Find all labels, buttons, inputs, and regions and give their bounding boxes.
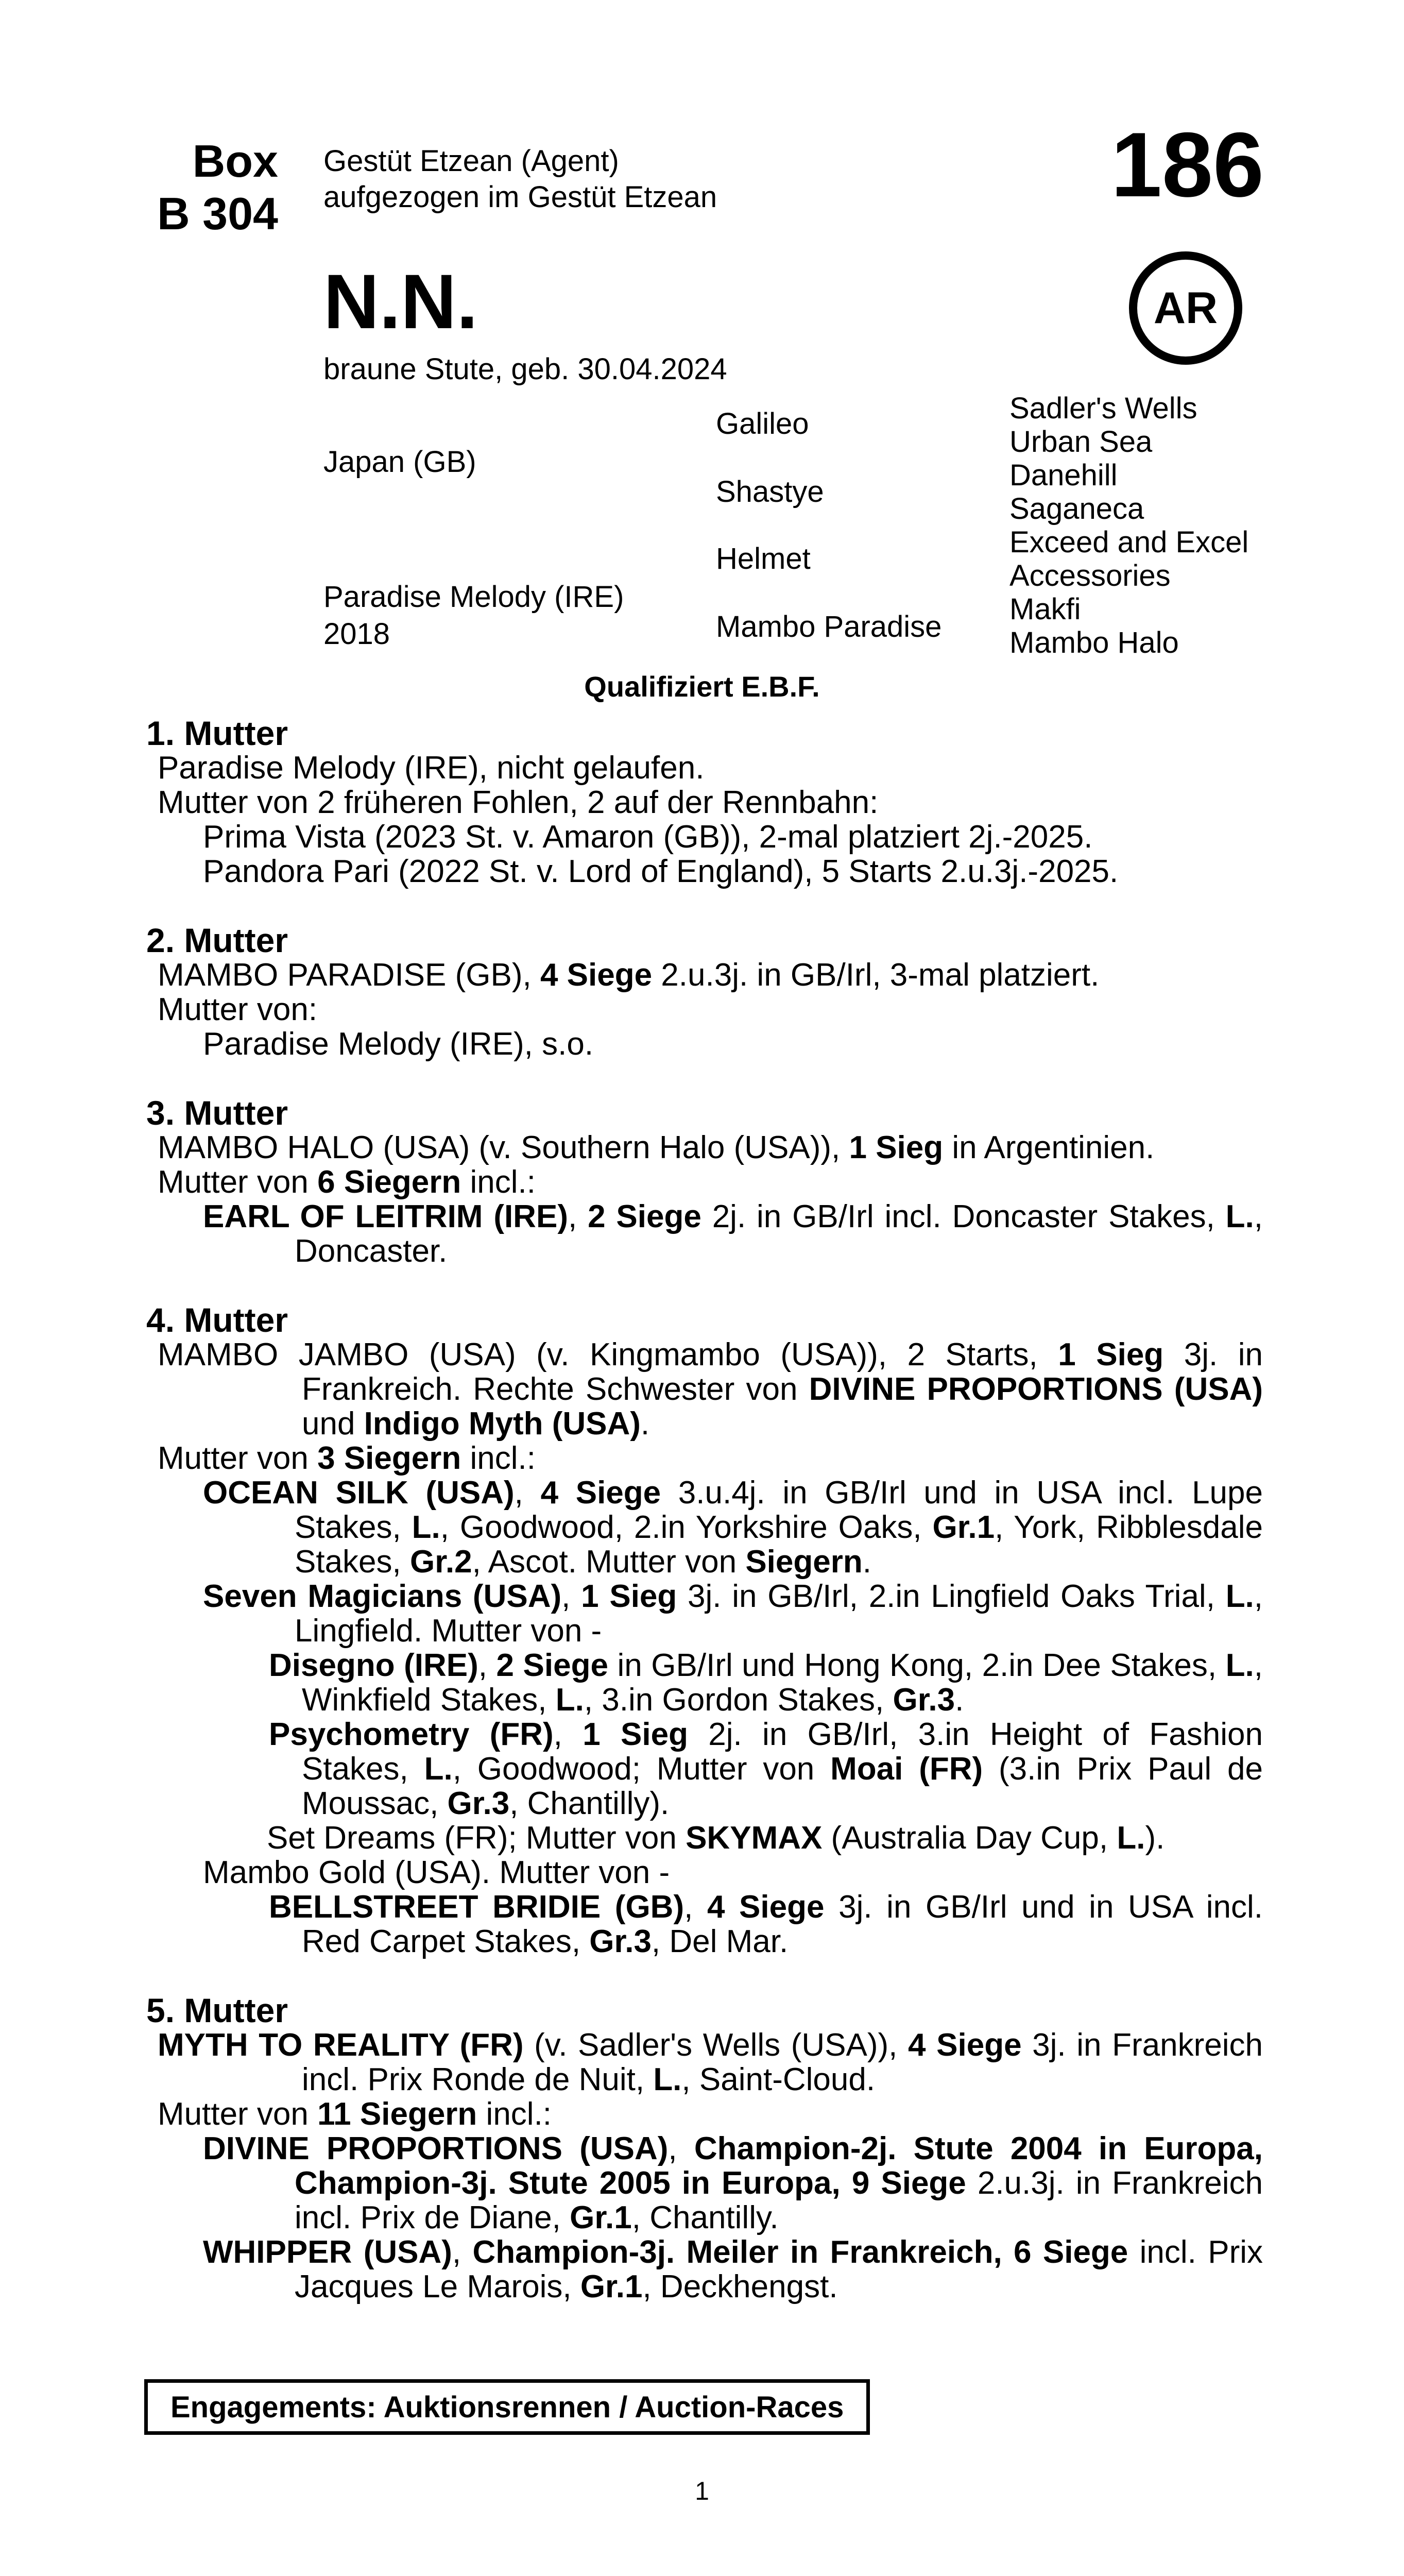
text: 3j. in Frankreich. Rechte Schwester von xyxy=(302,1337,1263,1407)
text: incl.: xyxy=(477,2096,552,2132)
pedigree-great-grandparent: Mambo Halo xyxy=(1009,626,1179,659)
text: , Chantilly. xyxy=(631,2200,779,2235)
bold-text: MYTH TO REALITY (FR) xyxy=(158,2027,524,2063)
bold-text: Gr.2 xyxy=(410,1544,472,1580)
pedigree-grandparent: Shastye xyxy=(716,475,824,509)
pedigree-great-grandparent: Sadler's Wells xyxy=(1009,392,1197,425)
text: , xyxy=(568,1199,588,1234)
grand-offspring-entry xyxy=(145,1890,1263,1959)
bold-text: 4 Siege xyxy=(540,1475,661,1511)
offspring-entry xyxy=(145,1579,1263,1648)
section-5-mutter xyxy=(145,1993,1263,2304)
bold-text: Psychometry (FR) xyxy=(269,1717,554,1752)
text: , Lingfield. Mutter von - xyxy=(295,1579,1263,1649)
bold-text: 2 Siege xyxy=(496,1648,608,1683)
text: MAMBO HALO (USA) (v. Southern Halo (USA)), xyxy=(158,1130,849,1165)
bold-text: WHIPPER (USA) xyxy=(203,2234,452,2270)
box-label: Box xyxy=(192,135,278,187)
bold-text: 1 Sieg xyxy=(581,1579,677,1614)
text: , Ascot. Mutter von xyxy=(472,1544,746,1580)
section-title: 4. Mutter xyxy=(146,1301,288,1339)
section-title: 5. Mutter xyxy=(146,1991,288,2029)
text: . xyxy=(955,1682,964,1718)
bold-text: L. xyxy=(1225,1199,1254,1234)
text: . xyxy=(640,1406,650,1442)
breeder-line-1: Gestüt Etzean (Agent) xyxy=(323,144,619,178)
text: MAMBO JAMBO (USA) (v. Kingmambo (USA)), 2 Starts, xyxy=(158,1337,1058,1372)
bold-text: OCEAN SILK (USA) xyxy=(203,1475,515,1511)
bold-text: Gr.1 xyxy=(570,2200,632,2235)
bold-text: Gr.3 xyxy=(589,1924,652,1959)
bold-text: BELLSTREET BRIDIE (GB) xyxy=(269,1889,684,1925)
bold-text: Champion-2j. Stute 2004 in Europa, Champion-3j. Stute 2005 in Europa, 9 Siege xyxy=(295,2131,1263,2201)
offspring-intro xyxy=(145,2097,1263,2131)
bold-text: DIVINE PROPORTIONS (USA) xyxy=(809,1371,1263,1407)
bold-text: L. xyxy=(653,2062,682,2097)
bold-text: Gr.3 xyxy=(893,1682,955,1718)
dam-line: Paradise Melody (IRE), nicht gelaufen. xyxy=(158,750,705,786)
engagements-text: Engagements: Auktionsrennen / Auction-Races xyxy=(170,2390,844,2424)
bold-text: 1 Sieg xyxy=(1058,1337,1164,1372)
text: 2.u.3j. in Frankreich incl. Prix de Diane, xyxy=(295,2165,1263,2235)
offspring-intro: Mutter von: xyxy=(158,992,318,1027)
offspring-entry xyxy=(145,2235,1263,2304)
bold-text: Champion-3j. Meiler in Frankreich, 6 Siege xyxy=(472,2234,1128,2270)
text: (3.in Prix Paul de Moussac, xyxy=(302,1751,1263,1821)
text: , Chantilly). xyxy=(509,1786,670,1821)
offspring-entry xyxy=(145,1476,1263,1579)
grand-offspring-entry xyxy=(145,1648,1263,1717)
text: in Argentinien. xyxy=(943,1130,1155,1165)
horse-description: braune Stute, geb. 30.04.2024 xyxy=(323,352,727,386)
text: incl.: xyxy=(461,1164,536,1200)
text: in GB/Irl und Hong Kong, 2.in Dee Stakes, xyxy=(608,1648,1226,1683)
offspring-intro xyxy=(145,1441,1263,1476)
lot-number: 186 xyxy=(1111,113,1264,216)
text: , York, Ribblesdale Stakes, xyxy=(295,1510,1263,1580)
text: und xyxy=(302,1406,364,1442)
bold-text: Disegno (IRE) xyxy=(269,1648,478,1683)
offspring-entry xyxy=(145,2131,1263,2235)
text: ). xyxy=(1145,1820,1165,1856)
text: , Saint-Cloud. xyxy=(681,2062,876,2097)
text: 3j. in GB/Irl und in USA incl. Red Carpet Stakes, xyxy=(302,1889,1263,1959)
dam-line xyxy=(145,1337,1263,1441)
bold-text: 4 Siege xyxy=(908,2027,1022,2063)
text: Mutter von xyxy=(158,1164,318,1200)
section-4-mutter xyxy=(145,1303,1263,1959)
bold-text: Indigo Myth (USA) xyxy=(364,1406,641,1442)
section-title: 3. Mutter xyxy=(146,1094,288,1132)
pedigree-body xyxy=(145,716,1263,2338)
bold-text: Siegern xyxy=(745,1544,863,1580)
offspring-entry: Pandora Pari (2022 St. v. Lord of England), 5 Starts 2.u.3j.-2025. xyxy=(203,854,1119,889)
text: , Winkfield Stakes, xyxy=(302,1648,1263,1718)
pedigree-great-grandparent: Accessories xyxy=(1009,559,1171,592)
section-3-mutter xyxy=(145,1096,1263,1268)
text: (Australia Day Cup, xyxy=(822,1820,1117,1856)
text: 2j. in GB/Irl incl. Doncaster Stakes, xyxy=(701,1199,1226,1234)
qualification: Qualifiziert E.B.F. xyxy=(584,670,820,703)
dam-line xyxy=(145,958,1263,992)
text: , xyxy=(452,2234,473,2270)
bold-text: 1 Sieg xyxy=(849,1130,944,1165)
text: 2j. in GB/Irl, 3.in Height of Fashion Stakes, xyxy=(302,1717,1263,1787)
text: , Del Mar. xyxy=(651,1924,789,1959)
ar-badge-text: AR xyxy=(1153,283,1218,333)
bold-text: 11 Siegern xyxy=(317,2096,477,2132)
text: 2.u.3j. in GB/Irl, 3-mal platziert. xyxy=(652,957,1100,993)
box-number: B 304 xyxy=(157,188,278,239)
bold-text: 4 Siege xyxy=(707,1889,825,1925)
bold-text: L. xyxy=(424,1751,453,1787)
section-2-mutter xyxy=(145,923,1263,1061)
offspring-entry: Paradise Melody (IRE), s.o. xyxy=(203,1026,594,1062)
pedigree-dam: Paradise Melody (IRE) xyxy=(323,580,624,614)
pedigree-great-grandparent: Exceed and Excel xyxy=(1009,526,1249,559)
text: , xyxy=(668,2131,694,2166)
text: , 3.in Gordon Stakes, xyxy=(584,1682,893,1718)
bold-text: L. xyxy=(555,1682,584,1718)
text: , Goodwood, 2.in Yorkshire Oaks, xyxy=(440,1510,933,1545)
text: , xyxy=(553,1717,583,1752)
pedigree-great-grandparent: Saganeca xyxy=(1009,492,1144,526)
offspring-intro xyxy=(145,1165,1263,1199)
pedigree-great-grandparent: Makfi xyxy=(1009,592,1081,626)
bold-text: 6 Siegern xyxy=(317,1164,461,1200)
pedigree-dam-year: 2018 xyxy=(323,617,390,651)
ar-badge xyxy=(1129,251,1242,365)
bold-text: Moai (FR) xyxy=(830,1751,983,1787)
text: (v. Sadler's Wells (USA)), xyxy=(523,2027,909,2063)
text: , xyxy=(684,1889,707,1925)
text: . xyxy=(862,1544,871,1580)
horse-name: N.N. xyxy=(323,258,478,345)
pedigree-great-grandparent: Urban Sea xyxy=(1009,425,1153,459)
text: , Doncaster. xyxy=(295,1199,1263,1269)
bold-text: Gr.3 xyxy=(447,1786,510,1821)
bold-text: Gr.1 xyxy=(580,2269,643,2304)
pedigree-grandparent: Helmet xyxy=(716,542,811,575)
section-1-mutter xyxy=(145,716,1263,889)
bold-text: 4 Siege xyxy=(540,957,653,993)
text: Mutter von xyxy=(158,1440,318,1476)
text: Mutter von xyxy=(158,2096,318,2132)
bold-text: Seven Magicians (USA) xyxy=(203,1579,562,1614)
bold-text: Gr.1 xyxy=(932,1510,995,1545)
text: 3j. in Frankreich incl. Prix Ronde de Nuit, xyxy=(302,2027,1263,2097)
offspring-entry: Mambo Gold (USA). Mutter von - xyxy=(203,1855,670,1890)
bold-text: L. xyxy=(1225,1648,1254,1683)
pedigree-great-grandparent: Danehill xyxy=(1009,459,1118,492)
page-number: 1 xyxy=(695,2477,709,2505)
text: incl. Prix Jacques Le Marois, xyxy=(295,2234,1263,2304)
pedigree-grandparent: Mambo Paradise xyxy=(716,610,942,643)
dam-line xyxy=(145,1130,1263,1165)
bold-text: L. xyxy=(412,1510,440,1545)
bold-text: L. xyxy=(1117,1820,1145,1856)
bold-text: DIVINE PROPORTIONS (USA) xyxy=(203,2131,669,2166)
grand-offspring-entry xyxy=(145,1717,1263,1821)
breeder-line-2: aufgezogen im Gestüt Etzean xyxy=(323,180,717,214)
offspring-intro: Mutter von 2 früheren Fohlen, 2 auf der Rennbahn: xyxy=(158,785,879,820)
section-title: 2. Mutter xyxy=(146,921,288,959)
dam-line xyxy=(145,2028,1263,2097)
text: incl.: xyxy=(461,1440,536,1476)
offspring-entry: Prima Vista (2023 St. v. Amaron (GB)), 2-mal platziert 2j.-2025. xyxy=(203,819,1093,855)
text: , xyxy=(514,1475,541,1511)
text: Set Dreams (FR); Mutter von xyxy=(267,1820,686,1856)
pedigree-sire: Japan (GB) xyxy=(323,445,476,479)
pedigree-grandparent: Galileo xyxy=(716,407,809,440)
bold-text: SKYMAX xyxy=(686,1820,823,1856)
text: , xyxy=(561,1579,581,1614)
text: 3j. in GB/Irl, 2.in Lingfield Oaks Trial, xyxy=(677,1579,1226,1614)
bold-text: EARL OF LEITRIM (IRE) xyxy=(203,1199,568,1234)
text: MAMBO PARADISE (GB), xyxy=(158,957,540,993)
text: , Deckhengst. xyxy=(642,2269,838,2304)
offspring-entry xyxy=(145,1199,1263,1268)
bold-text: 3 Siegern xyxy=(317,1440,461,1476)
engagements-box xyxy=(144,2379,870,2435)
section-title: 1. Mutter xyxy=(146,714,288,752)
bold-text: 2 Siege xyxy=(588,1199,701,1234)
text: , xyxy=(478,1648,496,1683)
text: 3.u.4j. in GB/Irl und in USA incl. Lupe Stakes, xyxy=(295,1475,1263,1545)
grand-offspring-entry xyxy=(145,1821,1263,1855)
text: , Goodwood; Mutter von xyxy=(452,1751,831,1787)
bold-text: L. xyxy=(1225,1579,1254,1614)
bold-text: 1 Sieg xyxy=(583,1717,688,1752)
